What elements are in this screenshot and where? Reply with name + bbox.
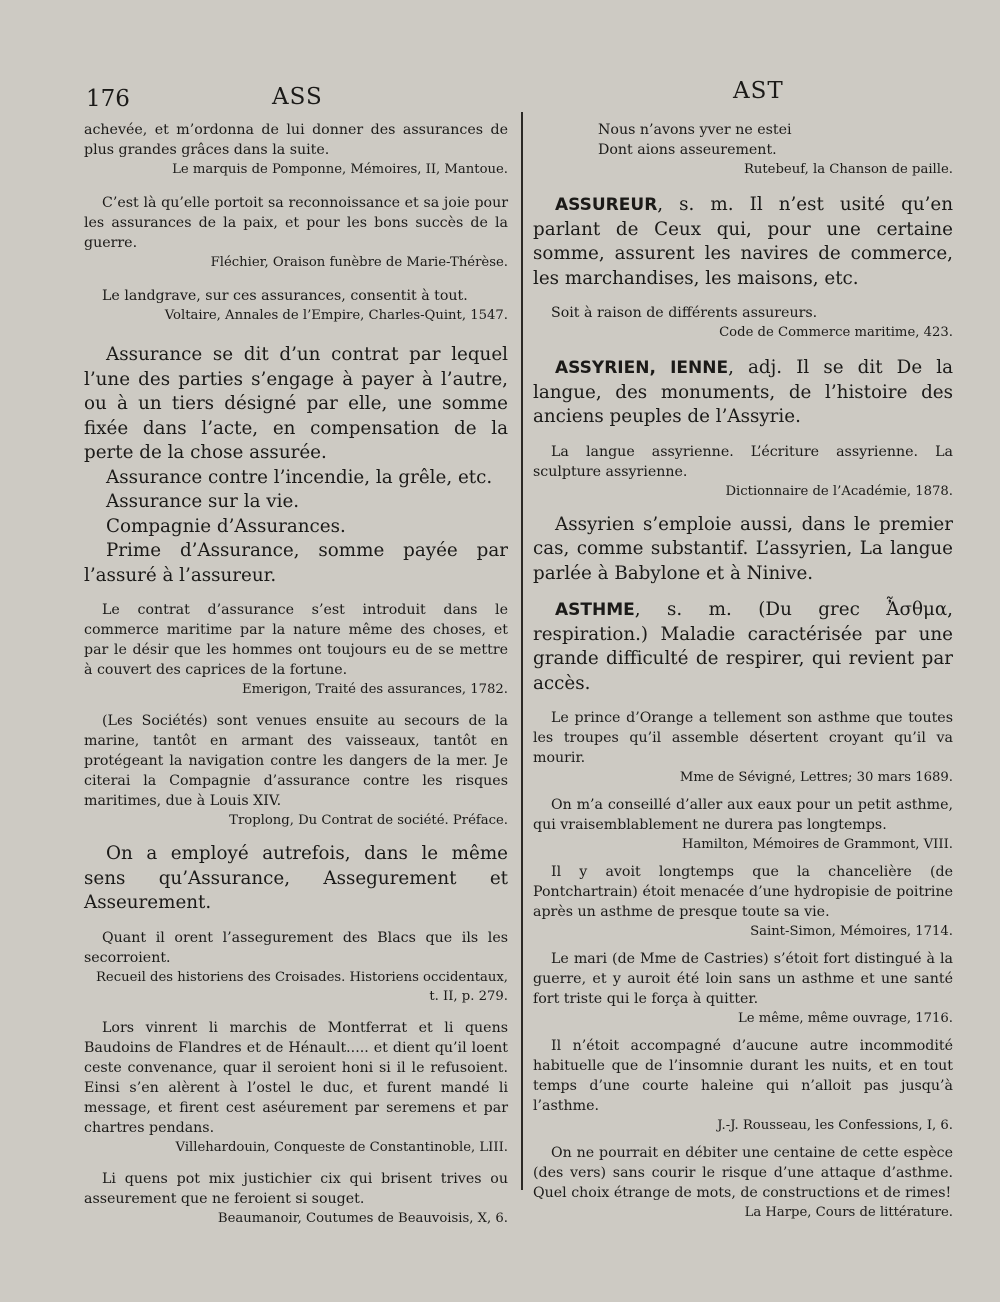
verse-line: Dont aions asseurement. bbox=[598, 142, 777, 158]
citation-source: Troplong, Du Contrat de société. Préface. bbox=[229, 813, 508, 828]
running-header bbox=[0, 78, 1000, 116]
usage-example: Compagnie d’Assurances. bbox=[106, 515, 346, 537]
definition-text: Assyrien s’emploie aussi, dans le premier cas, comme substantif. L’assyrien, La langue parlée à Babylone et à Ninive. bbox=[533, 513, 953, 584]
citation-text: achevée, et m’ordonna de lui donner des assurances de plus grandes grâces dans la suite. bbox=[84, 122, 508, 158]
citation-text: On ne pourrait en débiter une centaine de cette espèce (des vers) sans courir le risque d’une attaque d’asthme. Quel choix étrange de mots, de constructions et de rimes! bbox=[533, 1145, 953, 1201]
citation-text: Quant il orent l’assegurement des Blacs que ils les secorroient. bbox=[84, 929, 508, 966]
definition-text: , adj. Il se dit De la langue, des monuments, de l’histoire des anciens peuples de l’Assyrie. bbox=[533, 357, 953, 427]
citation-text: Le contrat d’assurance s’est introduit dans le commerce maritime par la nature même des choses, et par le désir que les hommes ont toujours eu de se mettre à couvert des caprices de la fortune. bbox=[84, 602, 508, 678]
verse-line: Nous n’avons yver ne estei bbox=[598, 122, 792, 138]
citation-source: Recueil des historiens des Croisades. Historiens occidentaux, t. II, p. 279. bbox=[96, 969, 508, 1004]
entry-assureur bbox=[533, 193, 953, 291]
citation-source: Saint-Simon, Mémoires, 1714. bbox=[750, 924, 953, 939]
citation-source: Voltaire, Annales de l’Empire, Charles-Quint, 1547. bbox=[164, 308, 508, 323]
citation-text: Li quens pot mix justichier cix qui brisent trives ou asseurement que ne feroient si souget. bbox=[84, 1170, 508, 1207]
usage-example: Assurance contre l’incendie, la grêle, etc. bbox=[106, 466, 493, 488]
usage-example: Assurance sur la vie. bbox=[106, 491, 300, 512]
citation-source: Dictionnaire de l’Académie, 1878. bbox=[725, 483, 953, 499]
citation-source: Code de Commerce maritime, 423. bbox=[719, 325, 953, 340]
citation-source: Villehardouin, Conqueste de Constantinoble, LIII. bbox=[175, 1139, 508, 1155]
citation-source: Hamilton, Mémoires de Grammont, VIII. bbox=[681, 837, 953, 852]
definition-text: , s. m. Il n’est usité qu’en parlant de Ceux qui, pour une certaine somme, assurent les navires de commerce, les marchandises, les maisons, etc. bbox=[533, 194, 953, 289]
citation-source: Mme de Sévigné, Lettres; 30 mars 1689. bbox=[679, 770, 953, 785]
headword: ASTHME bbox=[555, 600, 635, 620]
citation-source: Le marquis de Pomponne, Mémoires, II, Mantoue. bbox=[172, 162, 508, 177]
headword: ASSUREUR bbox=[555, 195, 658, 215]
right-column bbox=[533, 120, 953, 1222]
left-guide-word: ASS bbox=[272, 84, 323, 110]
usage-example: Prime d’Assurance, somme payée par l’assuré à l’assureur. bbox=[84, 540, 508, 586]
definition-text: , s. m. (Du grec Ἆσθμα, respiration.) Maladie caractérisée par une grande difficulté de respirer, qui revient par accès. bbox=[533, 599, 953, 694]
citation-text: (Les Sociétés) sont venues ensuite au secours de la marine, tantôt en armant des vaisseaux, tantôt en protégeant la navigation contre les dangers de la mer. Je citerai la Compagnie d’assurance contre les risques maritimes, due à Louis XIV. bbox=[84, 713, 508, 809]
citation-text: La langue assyrienne. L’écriture assyrienne. La sculpture assyrienne. bbox=[533, 443, 953, 480]
citation-source: La Harpe, Cours de littérature. bbox=[744, 1205, 953, 1220]
citation-source: Rutebeuf, la Chanson de paille. bbox=[743, 162, 953, 177]
entry-asthme bbox=[533, 598, 953, 696]
citation-source: J.-J. Rousseau, les Confessions, I, 6. bbox=[717, 1118, 953, 1133]
citation-text: Lors vinrent li marchis de Montferrat et li quens Baudoins de Flandres et de Hénault..... et dient qu’il loent ceste convenance, quar il seroient honi si il le refusoient. Einsi s’en alèrent à l’ostel le duc, et furent mandé li message, et firent cest aséurement par seremens et par chartres pendans. bbox=[84, 1019, 508, 1136]
citation-text: On m’a conseillé d’aller aux eaux pour un petit asthme, qui vraisemblablement ne durera pas longtemps. bbox=[533, 797, 953, 833]
left-column bbox=[84, 120, 508, 1228]
column-divider bbox=[521, 112, 523, 1190]
definition-text: On a employé autrefois, dans le même sens qu’Assurance, Assegurement et Asseurement. bbox=[84, 843, 508, 913]
headword: ASSYRIEN, IENNE bbox=[555, 358, 729, 378]
citation-text: Le prince d’Orange a tellement son asthme que toutes les troupes qu’il assemble désertent croyant qu’il va mourir. bbox=[533, 710, 953, 766]
citation-source: Fléchier, Oraison funèbre de Marie-Thérèse. bbox=[210, 255, 508, 270]
citation-text: Il y avoit longtemps que la chancelière (de Pontchartrain) étoit menacée d’une hydropisie de poitrine après un asthme de presque toute sa vie. bbox=[533, 864, 953, 920]
right-guide-word: AST bbox=[733, 78, 784, 104]
citation-source: Emerigon, Traité des assurances, 1782. bbox=[241, 682, 508, 697]
definition-text: Assurance se dit d’un contrat par lequel l’une des parties s’engage à payer à l’autre, ou à un tiers désigné par elle, une somme fixée dans l’acte, en compensation de la perte de la chose assurée. bbox=[84, 344, 508, 463]
citation-text: Le landgrave, sur ces assurances, consentit à tout. bbox=[102, 288, 468, 304]
citation-text: Le mari (de Mme de Castries) s’étoit fort distingué à la guerre, et y auroit été loin sans un asthme et une santé fort triste qui le força à quitter. bbox=[533, 951, 953, 1007]
citation-text: C’est là qu’elle portoit sa reconnoissance et sa joie pour les assurances de la paix, et pour les bons succès de la guerre. bbox=[84, 195, 508, 251]
citation-text: Soit à raison de différents assureurs. bbox=[551, 305, 818, 321]
page-number: 176 bbox=[86, 86, 130, 112]
citation-source: Beaumanoir, Coutumes de Beauvoisis, X, 6. bbox=[217, 1210, 508, 1226]
entry-assyrien bbox=[533, 356, 953, 430]
citation-text: Il n’étoit accompagné d’aucune autre incommodité habituelle que de l’insomnie durant les nuits, et en tout temps d’une courte haleine qui n’alloit pas jusqu’à l’asthme. bbox=[533, 1038, 953, 1114]
citation-source: Le même, même ouvrage, 1716. bbox=[738, 1011, 953, 1026]
